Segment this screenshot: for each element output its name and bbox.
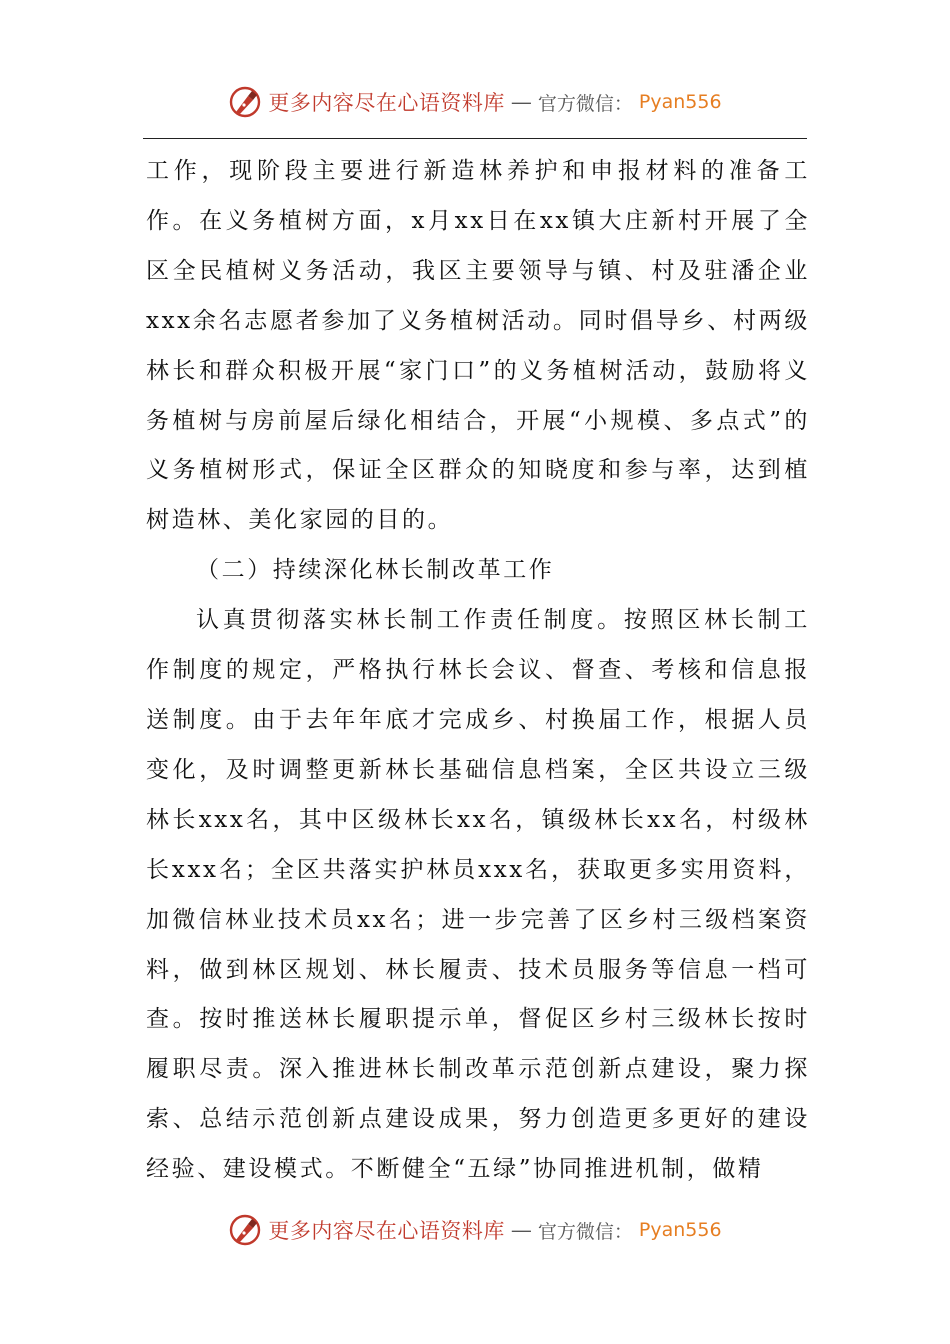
header-divider	[143, 138, 807, 139]
footer-separator: —	[510, 1218, 532, 1242]
banner-separator: —	[510, 90, 532, 114]
footer-wechat-id: Pyan556	[638, 1219, 722, 1241]
pen-nib-logo-icon	[228, 1213, 262, 1247]
footer-wechat-label: 官方微信：	[537, 1220, 633, 1243]
pen-nib-logo-icon	[228, 85, 262, 119]
document-body	[146, 147, 810, 1195]
section-heading: （二）持续深化林长制改革工作	[196, 557, 555, 584]
footer-banner	[0, 1210, 950, 1250]
banner-wechat-id: Pyan556	[638, 91, 722, 113]
footer-site-name: 更多内容尽在心语资料库	[268, 1219, 505, 1243]
banner-wechat-label: 官方微信：	[537, 92, 633, 115]
banner-site-name: 更多内容尽在心语资料库	[268, 91, 505, 115]
paragraph-forest-chief: 认真贯彻落实林长制工作责任制度。按照区林长制工作制度的规定，严格执行林长会议、督查、考核和信息报送制度。由于去年年底才完成乡、村换届工作，根据人员变化，及时调整更新林长基础信息档案，全区共设立三级林长xxx名，其中区级林长xx名，镇级林长xx名，村级林长xxx名；全区共落实护林员xxx名，获取更多实用资料，加微信林业技术员xx名；进一步完善了区乡村三级档案资料，做到林区规划、林长履责、技术员服务等信息一档可查。按时推送林长履职提示单，督促区乡村三级林长按时履职尽责。深入推进林长制改革示范创新点建设，聚力探索、总结示范创新点建设成果，努力创造更多更好的建设经验、建设模式。不断健全“五绿”协同推进机制，做精	[146, 607, 810, 1183]
paragraph-continued: 工作，现阶段主要进行新造林养护和申报材料的准备工作。在义务植树方面，x月xx日在xx镇大庄新村开展了全区全民植树义务活动，我区主要领导与镇、村及驻潘企业xxx余名志愿者参加了义务植树活动。同时倡导乡、村两级林长和群众积极开展“家门口”的义务植树活动，鼓励将义务植树与房前屋后绿化相结合，开展“小规模、多点式”的义务植树形式，保证全区群众的知晓度和参与率，达到植树造林、美化家园的目的。	[146, 158, 810, 534]
header-banner	[0, 82, 950, 122]
